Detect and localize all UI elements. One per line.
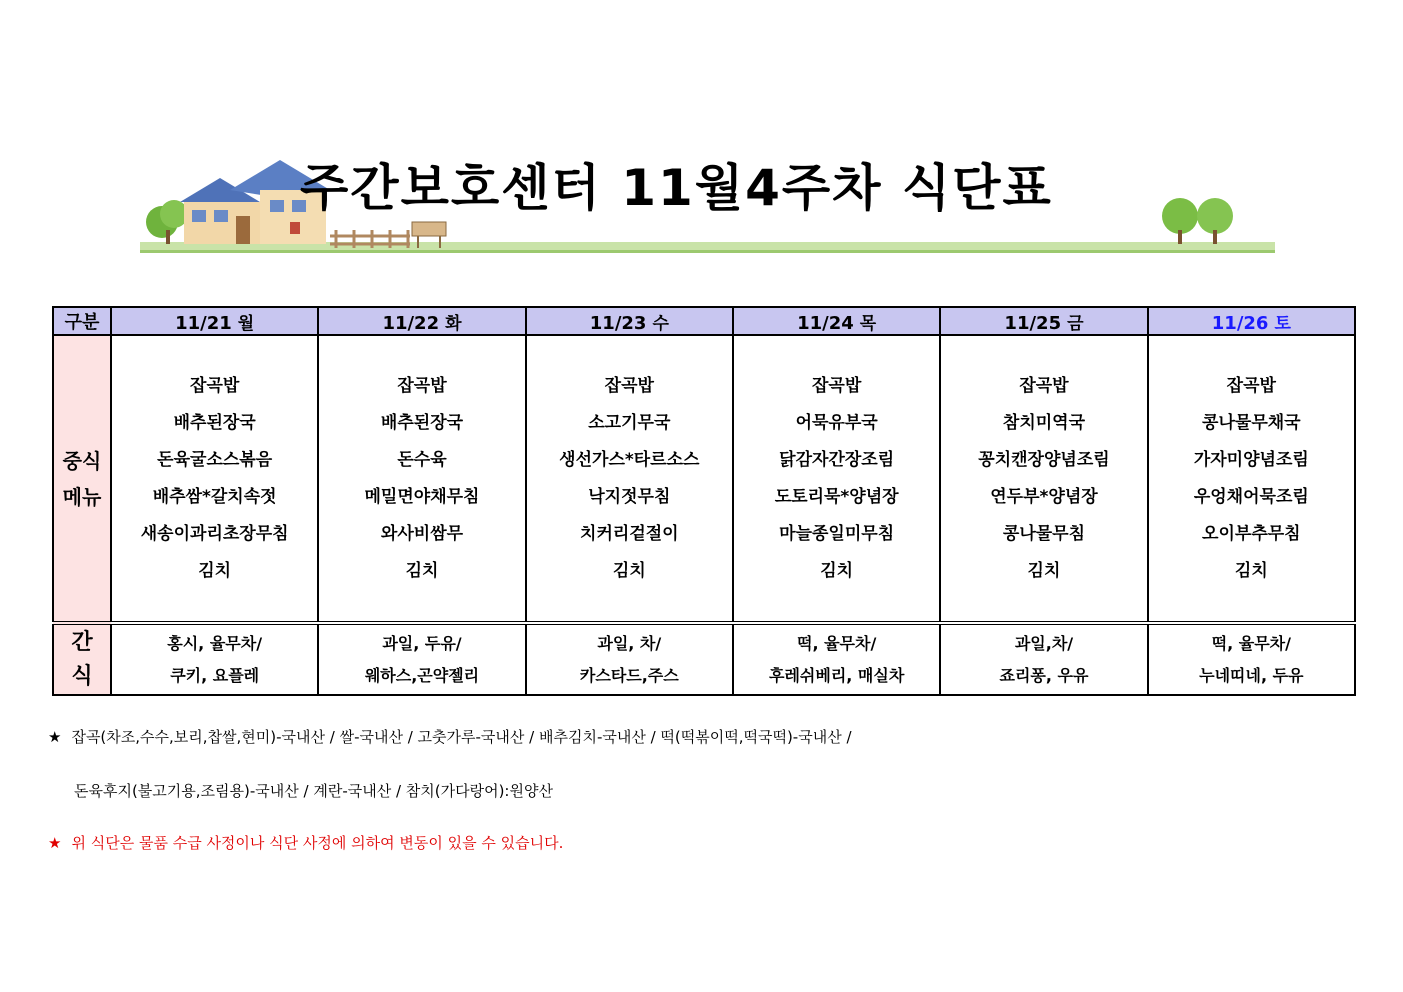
dish: 잡곡밥 [1226, 375, 1276, 396]
lunch-cell [111, 335, 318, 623]
dish: 김치 [1234, 560, 1268, 581]
dish: 오이부추무침 [1202, 523, 1301, 544]
snack-cell [318, 623, 525, 695]
snack-item: 과일,차/ [1014, 633, 1074, 653]
lunch-cell [318, 335, 525, 623]
dish: 생선가스*타르소스 [559, 449, 700, 470]
lunch-cell [940, 335, 1147, 623]
dish: 콩나물무침 [1002, 523, 1086, 544]
origin-note-continued: 돈육후지(불고기용,조림용)-국내산 / 계란-국내산 / 참치(가다랑어):원양산 [74, 782, 553, 800]
lunch-cell [1148, 335, 1355, 623]
dish: 마늘종일미무침 [779, 523, 895, 544]
dish: 와사비쌈무 [380, 523, 464, 544]
snack-row-label: 간 식 [53, 623, 111, 695]
lunch-cell [526, 335, 733, 623]
dish: 가자미양념조림 [1193, 449, 1309, 470]
dish: 소고기무국 [588, 412, 671, 433]
snack-cell [111, 623, 318, 695]
dish: 연두부*양념장 [990, 486, 1098, 507]
snack-item: 누네띠네, 두유 [1199, 665, 1304, 685]
change-notice: ★ 위 식단은 물품 수급 사정이나 식단 사정에 의하여 변동이 있을 수 있습니다. [48, 834, 564, 852]
snack-item: 후레쉬베리, 매실차 [769, 665, 905, 685]
dish: 배추쌈*갈치속젓 [152, 486, 277, 507]
snack-item: 죠리퐁, 우유 [999, 665, 1089, 685]
dish: 잡곡밥 [604, 375, 654, 396]
snack-item: 과일, 두유/ [382, 633, 462, 653]
star-icon: ★ [48, 834, 62, 852]
snack-row [53, 623, 1355, 695]
dish: 꽁치캔장양념조림 [978, 449, 1110, 470]
day-header: 11/21 월 [111, 307, 318, 335]
header-corner: 구분 [53, 307, 111, 335]
snack-item: 떡, 율무차/ [1211, 633, 1291, 653]
dish: 김치 [820, 560, 854, 581]
day-header: 11/22 화 [318, 307, 525, 335]
dish: 어묵유부국 [795, 412, 878, 433]
dish: 김치 [405, 560, 439, 581]
dish: 메밀면야채무침 [364, 486, 480, 507]
lunch-row [53, 335, 1355, 623]
lunch-cell [733, 335, 940, 623]
dish: 잡곡밥 [812, 375, 862, 396]
snack-cell [1148, 623, 1355, 695]
day-header: 11/24 목 [733, 307, 940, 335]
dish: 돈육굴소스볶음 [157, 449, 273, 470]
dish: 도토리묵*양념장 [774, 486, 899, 507]
day-header-saturday: 11/26 토 [1148, 307, 1355, 335]
dish: 우엉채어묵조림 [1193, 486, 1309, 507]
lunch-row-label: 중식 메뉴 [53, 335, 111, 623]
snack-item: 웨하스,곤약젤리 [364, 665, 480, 685]
snack-cell [526, 623, 733, 695]
snack-item: 카스타드,주스 [579, 665, 679, 685]
dish: 낙지젓무침 [588, 486, 671, 507]
dish: 잡곡밥 [397, 375, 447, 396]
day-header: 11/25 금 [940, 307, 1147, 335]
snack-item: 홍시, 율무차/ [167, 633, 263, 653]
dish: 닭감자간장조림 [779, 449, 895, 470]
snack-item: 떡, 율무차/ [796, 633, 877, 653]
dish: 치커리겉절이 [580, 523, 679, 544]
snack-item: 쿠키, 요플레 [170, 665, 260, 685]
dish: 콩나물무채국 [1202, 412, 1301, 433]
dish: 새송이과리초장무침 [140, 523, 289, 544]
origin-note: ★ 잡곡(차조,수수,보리,찹쌀,현미)-국내산 / 쌀-국내산 / 고춧가루-국내산 / 배추김치-국내산 / 떡(떡볶이떡,떡국떡)-국내산 / [48, 728, 852, 746]
dish: 돈수육 [397, 449, 447, 470]
dish: 잡곡밥 [190, 375, 240, 396]
dish: 참치미역국 [1002, 412, 1086, 433]
dish: 김치 [198, 560, 232, 581]
header-row [53, 307, 1355, 335]
snack-cell [940, 623, 1147, 695]
day-header: 11/23 수 [526, 307, 733, 335]
dish: 배추된장국 [173, 412, 256, 433]
dish: 김치 [612, 560, 646, 581]
dish: 김치 [1027, 560, 1061, 581]
star-icon: ★ [48, 728, 62, 746]
snack-item: 과일, 차/ [597, 633, 662, 653]
menu-table [52, 306, 1356, 696]
page-title: 주간보호센터 11월4주차 식단표 [300, 159, 1053, 217]
dish: 배추된장국 [380, 412, 464, 433]
dish: 잡곡밥 [1019, 375, 1069, 396]
snack-cell [733, 623, 940, 695]
